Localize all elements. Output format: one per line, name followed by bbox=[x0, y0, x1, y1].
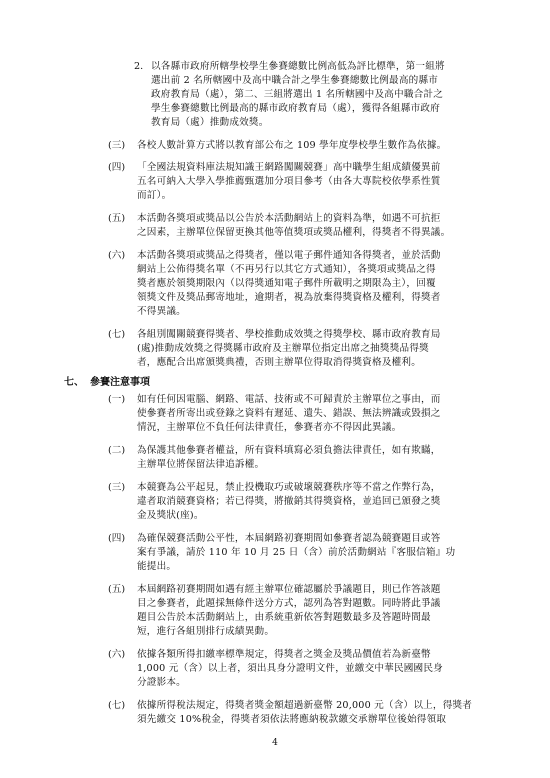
paragraph-line: 如有任何因電腦、網路、電話、技術或不可歸責於主辦單位之事由，而 bbox=[137, 394, 441, 405]
item-number: (六) bbox=[108, 250, 126, 261]
paragraph-line: 本屆網路初賽期間如遇有經主辦單位確認屬於爭議題目，則已作答該題 bbox=[137, 584, 441, 595]
paragraph-line: 為保護其他參賽者權益，所有資料填寫必須負擔法律責任，如有欺瞞， bbox=[137, 445, 441, 456]
item-number: (二) bbox=[108, 445, 126, 456]
paragraph-line: 目之參賽者，此題採無條件送分方式，認列為答對題數。同時將此爭議 bbox=[137, 598, 441, 609]
paragraph-line: 政府教育局（處），第二、三組將選出 1 名所轄國中及高中職合計之 bbox=[151, 89, 444, 100]
item-number: (四) bbox=[108, 162, 126, 173]
item-number: (一) bbox=[108, 394, 126, 405]
paragraph-line: 使參賽者所寄出或登錄之資料有遲延、遺失、錯誤、無法辨識或毀損之 bbox=[137, 408, 441, 419]
paragraph-line: 違者取消競賽資格；若已得獎，將撤銷其得獎資格，並追回已頒發之獎 bbox=[137, 496, 441, 507]
paragraph-line: 領獎文件及獎品郵寄地址，逾期者，視為放棄得獎資格及權利，得獎者 bbox=[137, 292, 441, 303]
item-number: (五) bbox=[108, 584, 126, 595]
item-number: (七) bbox=[108, 329, 126, 340]
paragraph-line: 依據所得稅法規定，得獎者獎金額超過新臺幣 20,000 元（含）以上，得獎者 bbox=[137, 700, 473, 711]
paragraph-line: 依據各類所得扣繳率標準規定，得獎者之獎金及獎品價值若為新臺幣 bbox=[137, 649, 431, 660]
paragraph-line: 不得異議。 bbox=[137, 306, 186, 317]
paragraph-line: 須先繳交 10%稅金，得獎者須依法將應納稅款繳交承辦單位後始得領取 bbox=[137, 714, 447, 725]
paragraph-line: 之因素，主辦單位保留更換其他等值獎項或獎品權利，得獎者不得異議。 bbox=[137, 227, 451, 238]
paragraph-line: 以各縣市政府所轄學校學生參賽總數比例高低為評比標準，第一組將 bbox=[151, 61, 445, 72]
paragraph-line: 五名可納入大學入學推薦甄選加分項目參考（由各大專院校依學系性質 bbox=[137, 176, 441, 187]
paragraph-line: 能提出。 bbox=[137, 561, 177, 572]
paragraph-line: 而訂）。 bbox=[137, 190, 172, 201]
item-number: (六) bbox=[108, 649, 126, 660]
paragraph-line: 網站上公佈得獎名單（不再另行以其它方式通知），各獎項或獎品之得 bbox=[137, 264, 436, 275]
paragraph-line: 金及獎狀(座)。 bbox=[137, 510, 204, 521]
paragraph-line: 本活動各獎項或獎品以公告於本活動網站上的資料為準，如遇不可抗拒 bbox=[137, 213, 441, 224]
paragraph-line: 選出前 2 名所轄國中及高中職合計之學生參賽總數比例最高的縣市 bbox=[151, 75, 439, 86]
paragraph-line: 各組別闖關競賽得獎者、學校推動成效獎之得獎學校、縣市政府教育局 bbox=[137, 329, 441, 340]
item-number: (三) bbox=[108, 140, 126, 151]
paragraph-line: 短，進行各組別排行成績異動。 bbox=[137, 626, 275, 637]
paragraph-line: 教育局（處）推動成效獎。 bbox=[151, 117, 269, 128]
paragraph-line: 本活動各獎項或獎品之得獎者，僅以電子郵件通知各得獎者，並於活動 bbox=[137, 250, 441, 261]
paragraph-line: 本競賽為公平起見，禁止投機取巧或破壞競賽秩序等不當之作弊行為， bbox=[137, 482, 441, 493]
item-number: (七) bbox=[108, 700, 126, 711]
section-heading: 參賽注意事項 bbox=[90, 377, 150, 388]
paragraph-line: 獎者應於領獎期限內（以得獎通知電子郵件所載明之期限為主），回覆 bbox=[137, 278, 436, 289]
paragraph-line: 案有爭議，請於 110 年 10 月 25 日（含）前於活動網站『客服信箱』功 bbox=[137, 547, 456, 558]
section-number: 七、 bbox=[64, 377, 84, 388]
paragraph-line: 分證影本。 bbox=[137, 677, 186, 688]
paragraph-line: 題目公告於本活動網站上，由系統重新依答對題數最多及答題時間最 bbox=[137, 612, 431, 623]
item-number: (五) bbox=[108, 213, 126, 224]
paragraph-line: 1,000 元（含）以上者，須出具身分證明文件，並繳交中華民國國民身 bbox=[137, 663, 443, 674]
paragraph-line: 情況，主辦單位不負任何法律責任，參賽者亦不得因此異議。 bbox=[137, 422, 402, 433]
item-number: 2. bbox=[134, 61, 144, 72]
paragraph-line: 學生參賽總數比例最高的縣市政府教育局（處），獲得各組縣市政府 bbox=[151, 103, 441, 114]
item-number: (三) bbox=[108, 482, 126, 493]
page-number: 4 bbox=[272, 738, 278, 748]
paragraph-line: 「全國法規資料庫法規知識王網路闖關競賽」高中職學生組成績優異前 bbox=[137, 162, 441, 173]
paragraph-line: 為確保競賽活動公平性，本屆網路初賽期間如參賽者認為競賽題目或答 bbox=[137, 533, 441, 544]
paragraph-line: 各校人數計算方式將以教育部公布之 109 學年度學校學生數作為依據。 bbox=[137, 140, 447, 151]
paragraph-line: 主辦單位將保留法律追訴權。 bbox=[137, 459, 265, 470]
paragraph-line: 者，應配合出席頒獎典禮，否則主辦單位得取消得獎資格及權利。 bbox=[137, 357, 422, 368]
item-number: (四) bbox=[108, 533, 126, 544]
paragraph-line: (處)推動成效獎之得獎縣市政府及主辦單位指定出席之抽獎獎品得獎 bbox=[137, 343, 429, 354]
